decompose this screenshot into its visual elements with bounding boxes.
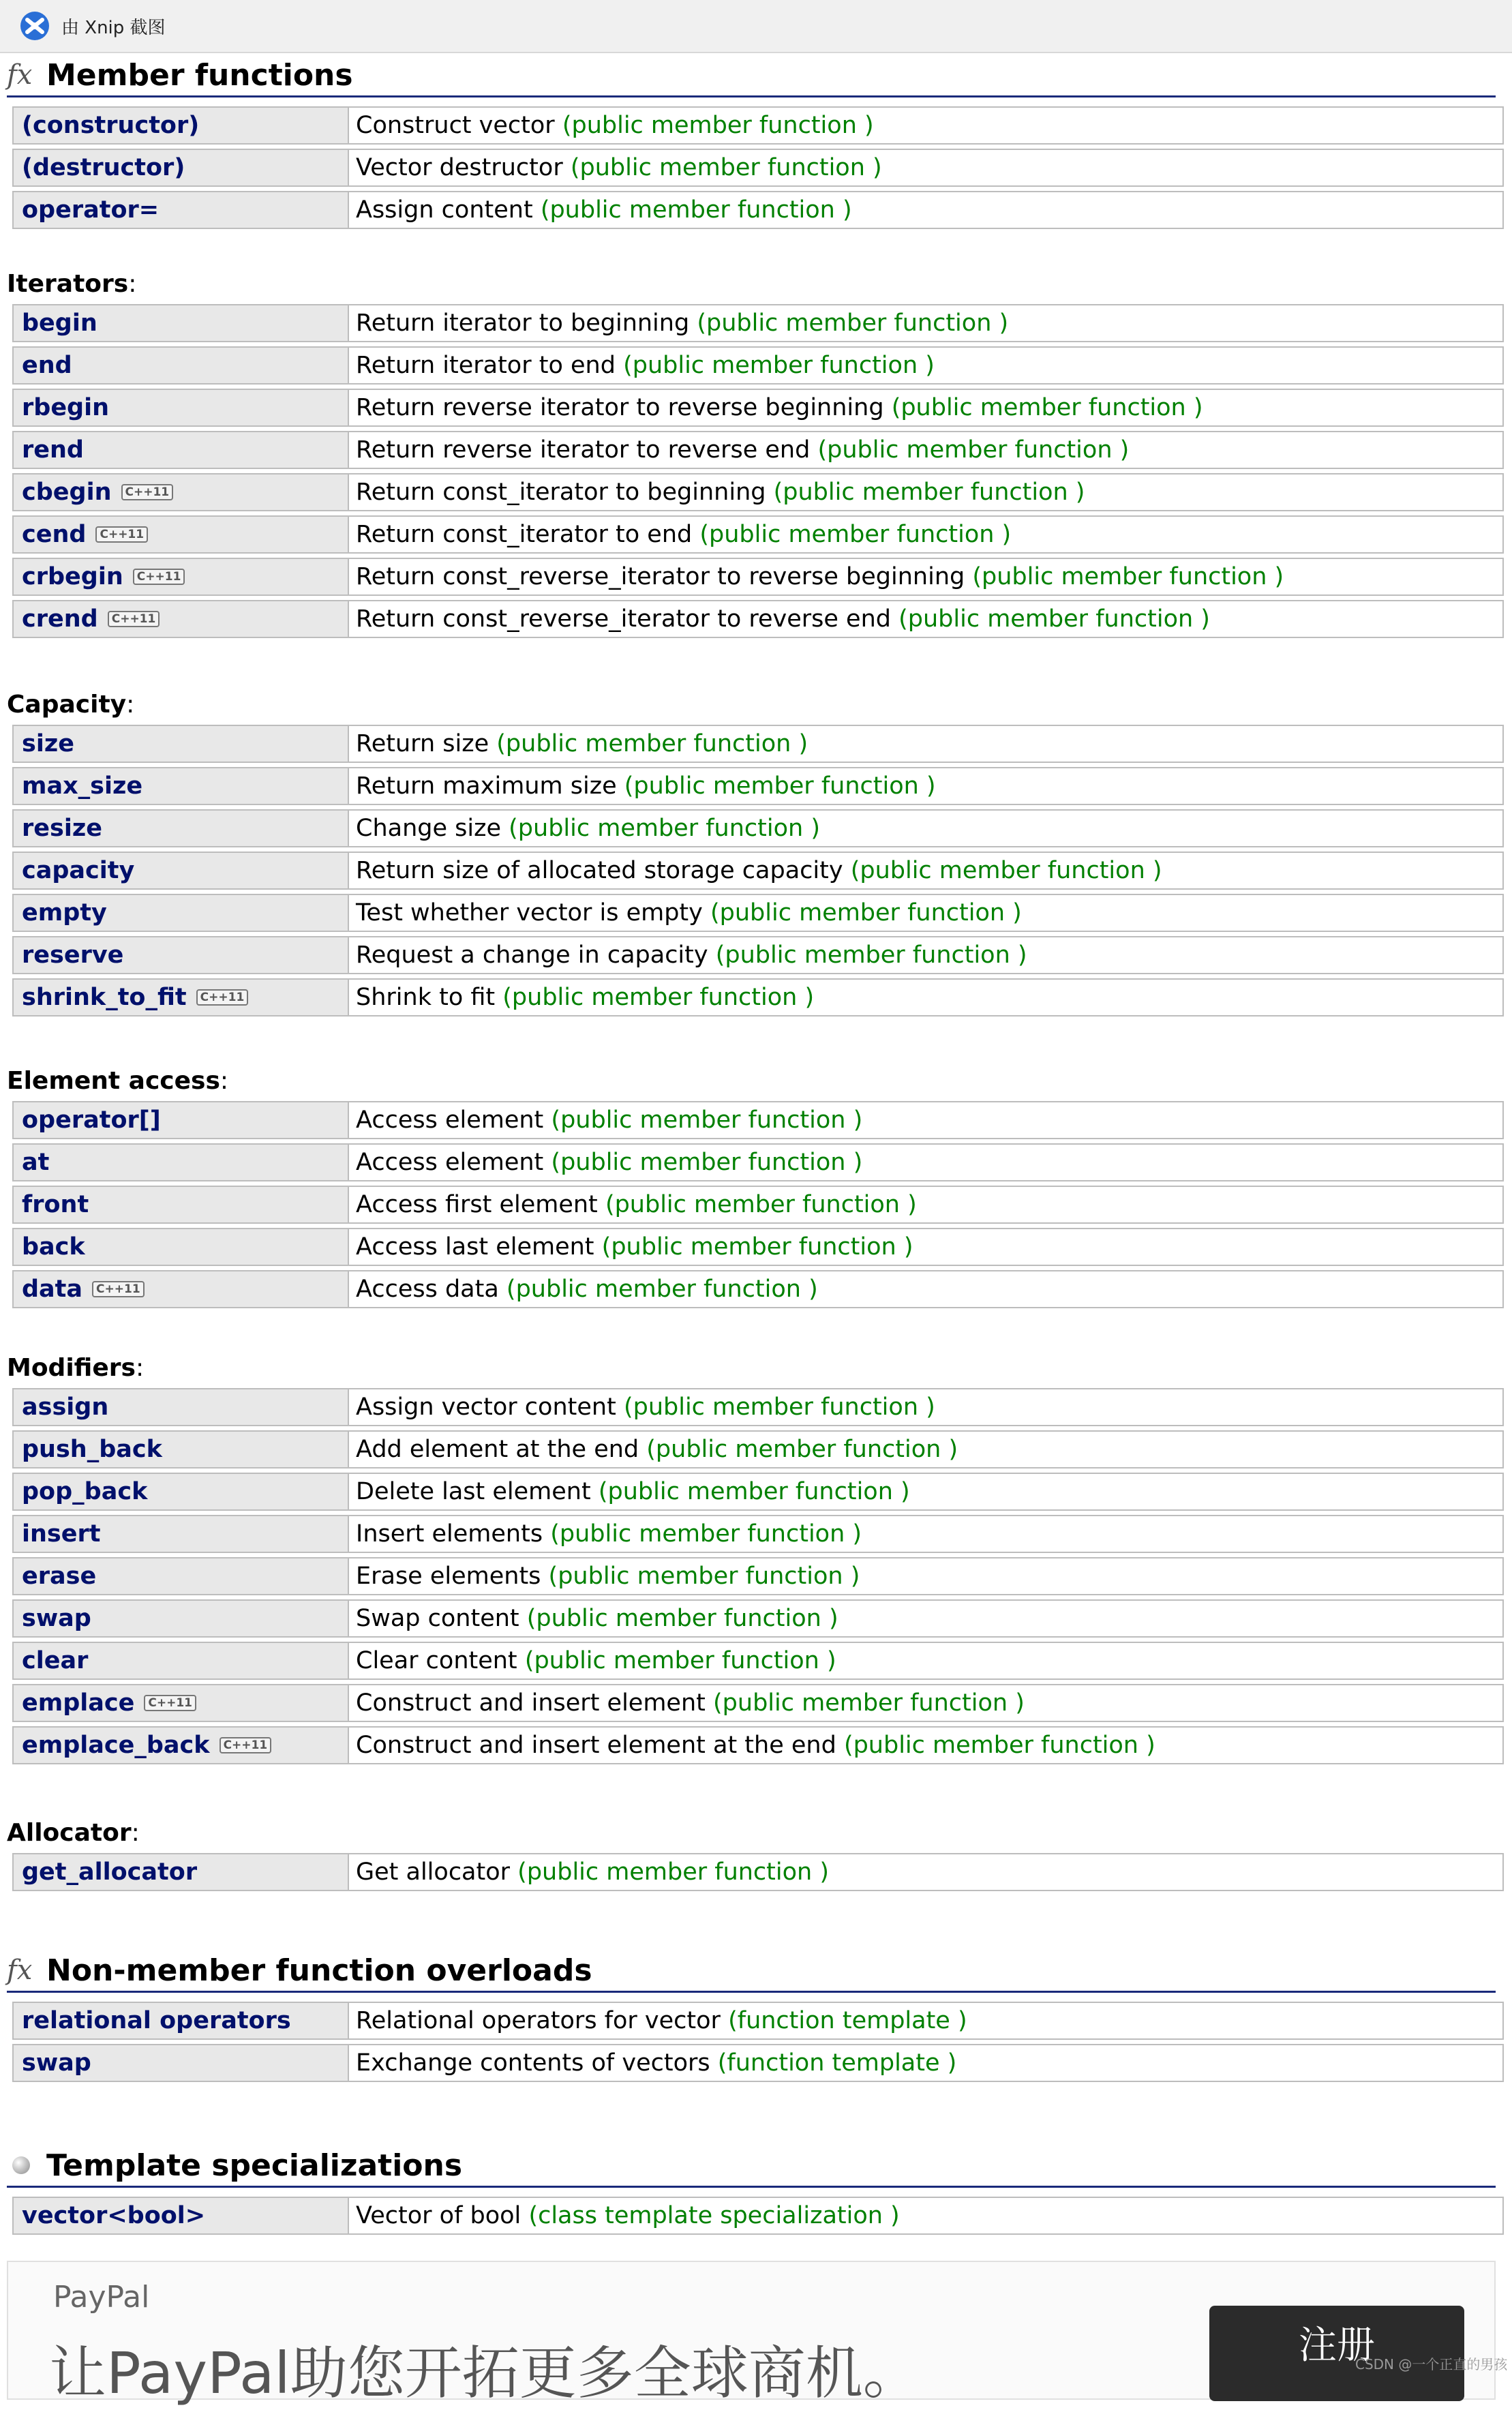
table-row bbox=[12, 936, 1504, 974]
member-description-cell bbox=[349, 1430, 1504, 1468]
member-name-cell bbox=[12, 2197, 349, 2235]
member-description-cell bbox=[349, 304, 1504, 342]
member-description: Swap content bbox=[356, 1605, 519, 1632]
cpp11-badge: C++11 bbox=[196, 989, 249, 1006]
member-table-capacity bbox=[12, 721, 1504, 1021]
member-description: Add element at the end bbox=[356, 1436, 639, 1463]
table-row bbox=[12, 1228, 1504, 1266]
table-row bbox=[12, 2197, 1504, 2235]
member-link[interactable]: vector<bool> bbox=[22, 2202, 206, 2229]
member-description: Insert elements bbox=[356, 1520, 543, 1548]
member-name-cell bbox=[12, 431, 349, 469]
member-kind: (public member function ) bbox=[710, 899, 1022, 927]
member-description-cell bbox=[349, 1853, 1504, 1891]
member-description-cell bbox=[349, 2002, 1504, 2040]
table-row bbox=[12, 1515, 1504, 1553]
member-link[interactable]: swap bbox=[22, 2049, 91, 2077]
member-link[interactable]: cend bbox=[22, 521, 87, 548]
member-description-cell bbox=[349, 1270, 1504, 1308]
member-name-cell bbox=[12, 389, 349, 427]
member-name-cell bbox=[12, 1388, 349, 1426]
member-link[interactable]: rend bbox=[22, 436, 84, 464]
member-table-element bbox=[12, 1097, 1504, 1312]
member-link[interactable]: emplace bbox=[22, 1689, 135, 1717]
member-name-cell bbox=[12, 1101, 349, 1139]
member-description-cell bbox=[349, 1684, 1504, 1722]
member-kind: (public member function ) bbox=[646, 1436, 958, 1463]
table-row bbox=[12, 515, 1504, 554]
member-link[interactable]: (destructor) bbox=[22, 154, 185, 181]
member-table-modifiers bbox=[12, 1384, 1504, 1768]
member-description-cell bbox=[349, 191, 1504, 229]
section-title: Member functions bbox=[46, 57, 353, 93]
bullet-icon bbox=[12, 2156, 30, 2174]
table-row bbox=[12, 1388, 1504, 1426]
member-name-cell bbox=[12, 1473, 349, 1511]
member-link[interactable]: crend bbox=[22, 605, 98, 633]
member-description: Access first element bbox=[356, 1191, 598, 1218]
cpp11-badge: C++11 bbox=[92, 1281, 145, 1297]
member-description: Change size bbox=[356, 815, 501, 842]
watermark: CSDN @一个正直的男孩 bbox=[1355, 2356, 1508, 2373]
member-name-cell bbox=[12, 1186, 349, 1224]
member-description: Shrink to fit bbox=[356, 984, 496, 1011]
member-description-cell bbox=[349, 431, 1504, 469]
member-description: Construct and insert element at the end bbox=[356, 1732, 836, 1759]
section-member-functions bbox=[7, 55, 1496, 97]
member-description-cell bbox=[349, 725, 1504, 763]
member-link[interactable]: erase bbox=[22, 1563, 97, 1590]
member-name-cell bbox=[12, 1599, 349, 1638]
member-link[interactable]: end bbox=[22, 352, 72, 379]
fx-icon: fx bbox=[7, 59, 33, 91]
member-name-cell bbox=[12, 515, 349, 554]
table-row bbox=[12, 1101, 1504, 1139]
member-description: Construct vector bbox=[356, 112, 555, 139]
table-row bbox=[12, 1143, 1504, 1181]
member-link[interactable]: crbegin bbox=[22, 563, 123, 590]
member-name-cell bbox=[12, 809, 349, 847]
member-description: Return iterator to beginning bbox=[356, 310, 690, 337]
member-description: Clear content bbox=[356, 1647, 517, 1674]
member-name-cell bbox=[12, 149, 349, 187]
member-kind: (public member function ) bbox=[623, 1394, 935, 1421]
member-description: Access data bbox=[356, 1276, 499, 1303]
member-description: Return size of allocated storage capacity bbox=[356, 857, 843, 884]
member-kind: (function template ) bbox=[717, 2049, 957, 2077]
member-kind: (public member function ) bbox=[509, 815, 820, 842]
member-description-cell bbox=[349, 1186, 1504, 1224]
member-kind: (public member function ) bbox=[623, 352, 935, 379]
member-kind: (public member function ) bbox=[598, 1478, 910, 1505]
member-kind: (public member function ) bbox=[605, 1191, 917, 1218]
member-name-cell bbox=[12, 1270, 349, 1308]
member-name-cell bbox=[12, 106, 349, 145]
table-row bbox=[12, 978, 1504, 1016]
member-description: Erase elements bbox=[356, 1563, 541, 1590]
member-name-cell bbox=[12, 2002, 349, 2040]
table-row bbox=[12, 1684, 1504, 1722]
member-name-cell bbox=[12, 1228, 349, 1266]
member-description: Get allocator bbox=[356, 1858, 511, 1886]
table-row bbox=[12, 1557, 1504, 1595]
cpp11-badge: C++11 bbox=[121, 484, 174, 500]
member-name-cell bbox=[12, 2044, 349, 2082]
member-description-cell bbox=[349, 767, 1504, 805]
member-name-cell bbox=[12, 725, 349, 763]
member-description: Return maximum size bbox=[356, 772, 617, 800]
member-link[interactable]: swap bbox=[22, 1605, 91, 1632]
member-description-cell bbox=[349, 106, 1504, 145]
member-description-cell bbox=[349, 558, 1504, 596]
member-kind: (public member function ) bbox=[601, 1233, 913, 1261]
member-link[interactable]: capacity bbox=[22, 857, 135, 884]
table-row bbox=[12, 809, 1504, 847]
member-kind: (public member function ) bbox=[562, 112, 874, 139]
member-description: Return const_reverse_iterator to reverse beginning bbox=[356, 563, 965, 590]
member-description-cell bbox=[349, 1726, 1504, 1764]
member-name-cell bbox=[12, 936, 349, 974]
member-name-cell bbox=[12, 1726, 349, 1764]
member-description-cell bbox=[349, 2044, 1504, 2082]
member-kind: (public member function ) bbox=[548, 1563, 860, 1590]
member-name-cell bbox=[12, 1430, 349, 1468]
member-name-cell bbox=[12, 1557, 349, 1595]
table-row bbox=[12, 767, 1504, 805]
member-description: Test whether vector is empty bbox=[356, 899, 703, 927]
member-description-cell bbox=[349, 1101, 1504, 1139]
member-name-cell bbox=[12, 304, 349, 342]
member-name-cell bbox=[12, 346, 349, 385]
paypal-ad-banner[interactable] bbox=[7, 2261, 1496, 2407]
member-description: Relational operators for vector bbox=[356, 2007, 721, 2034]
member-description-cell bbox=[349, 894, 1504, 932]
group-label-element-access: Element access: bbox=[7, 1067, 229, 1095]
member-kind: (public member function ) bbox=[699, 521, 1012, 548]
table-row bbox=[12, 1726, 1504, 1764]
member-kind: (public member function ) bbox=[506, 1276, 818, 1303]
table-row bbox=[12, 191, 1504, 229]
group-label-capacity: Capacity: bbox=[7, 691, 135, 719]
member-link[interactable]: emplace_back bbox=[22, 1732, 210, 1759]
table-row bbox=[12, 431, 1504, 469]
member-description: Request a change in capacity bbox=[356, 942, 708, 969]
member-link[interactable]: shrink_to_fit bbox=[22, 984, 187, 1011]
table-row bbox=[12, 894, 1504, 932]
member-table-basic bbox=[12, 102, 1504, 233]
group-label-modifiers: Modifiers: bbox=[7, 1354, 145, 1382]
member-description-cell bbox=[349, 852, 1504, 890]
table-row bbox=[12, 473, 1504, 511]
member-kind: (public member function ) bbox=[526, 1605, 838, 1632]
member-kind: (function template ) bbox=[728, 2007, 967, 2034]
ad-slogan: 让PayPal助您开拓更多全球商机。 bbox=[49, 2340, 920, 2407]
member-link[interactable]: back bbox=[22, 1233, 85, 1261]
member-link[interactable]: (constructor) bbox=[22, 112, 200, 139]
ad-brand: PayPal bbox=[53, 2280, 150, 2315]
member-description-cell bbox=[349, 809, 1504, 847]
member-link[interactable]: size bbox=[22, 730, 74, 757]
member-description: Return reverse iterator to reverse beginning bbox=[356, 394, 884, 421]
member-kind: (public member function ) bbox=[715, 942, 1027, 969]
section-title: Template specializations bbox=[46, 2148, 463, 2183]
member-kind: (public member function ) bbox=[713, 1689, 1025, 1717]
member-link[interactable]: operator[] bbox=[22, 1106, 161, 1134]
member-description: Assign content bbox=[356, 196, 533, 224]
member-kind: (public member function ) bbox=[540, 196, 852, 224]
member-link[interactable]: resize bbox=[22, 815, 102, 842]
table-row bbox=[12, 2002, 1504, 2040]
table-row bbox=[12, 1599, 1504, 1638]
table-row bbox=[12, 852, 1504, 890]
member-name-cell bbox=[12, 191, 349, 229]
member-description: Exchange contents of vectors bbox=[356, 2049, 710, 2077]
cpp11-badge: C++11 bbox=[133, 569, 185, 585]
member-description: Return const_iterator to end bbox=[356, 521, 693, 548]
member-description-cell bbox=[349, 1642, 1504, 1680]
member-link[interactable]: reserve bbox=[22, 942, 124, 969]
member-name-cell bbox=[12, 767, 349, 805]
member-link[interactable]: cbegin bbox=[22, 479, 112, 506]
member-table-iterators bbox=[12, 300, 1504, 642]
member-kind: (public member function ) bbox=[524, 1647, 836, 1674]
member-table-template bbox=[12, 2193, 1504, 2239]
member-kind: (public member function ) bbox=[817, 436, 1130, 464]
register-button[interactable]: 注册 bbox=[1209, 2306, 1464, 2401]
member-kind: (public member function ) bbox=[972, 563, 1284, 590]
table-row bbox=[12, 1186, 1504, 1224]
member-link[interactable]: data bbox=[22, 1276, 83, 1303]
member-link[interactable]: insert bbox=[22, 1520, 101, 1548]
member-link[interactable]: rbegin bbox=[22, 394, 110, 421]
member-kind: (public member function ) bbox=[496, 730, 808, 757]
member-description: Return const_reverse_iterator to reverse end bbox=[356, 605, 891, 633]
member-kind: (public member function ) bbox=[891, 394, 1203, 421]
member-kind: (public member function ) bbox=[843, 1732, 1155, 1759]
member-description-cell bbox=[349, 1515, 1504, 1553]
table-row bbox=[12, 725, 1504, 763]
member-description-cell bbox=[349, 1473, 1504, 1511]
member-description-cell bbox=[349, 1143, 1504, 1181]
member-table-nonmember bbox=[12, 1998, 1504, 2086]
member-description-cell bbox=[349, 2197, 1504, 2235]
table-row bbox=[12, 558, 1504, 596]
table-row bbox=[12, 389, 1504, 427]
member-description: Access element bbox=[356, 1149, 544, 1176]
member-description: Return size bbox=[356, 730, 489, 757]
member-kind: (public member function ) bbox=[551, 1106, 863, 1134]
fx-icon: fx bbox=[7, 1955, 33, 1986]
xnip-logo-icon bbox=[19, 10, 50, 42]
group-label-allocator: Allocator: bbox=[7, 1819, 140, 1847]
member-description: Vector of bool bbox=[356, 2202, 521, 2229]
member-kind: (public member function ) bbox=[570, 154, 882, 181]
table-row bbox=[12, 346, 1504, 385]
member-name-cell bbox=[12, 852, 349, 890]
table-row bbox=[12, 600, 1504, 638]
member-link[interactable]: push_back bbox=[22, 1436, 162, 1463]
table-row bbox=[12, 1473, 1504, 1511]
member-name-cell bbox=[12, 600, 349, 638]
member-link[interactable]: relational operators bbox=[22, 2007, 291, 2034]
member-kind: (public member function ) bbox=[624, 772, 936, 800]
member-name-cell bbox=[12, 894, 349, 932]
member-kind: (public member function ) bbox=[551, 1149, 863, 1176]
section-template-specializations bbox=[7, 2145, 1496, 2188]
member-link[interactable]: begin bbox=[22, 310, 97, 337]
screenshot-tool-bar bbox=[0, 0, 1512, 53]
member-link[interactable]: assign bbox=[22, 1394, 109, 1421]
member-name-cell bbox=[12, 978, 349, 1016]
cpp11-badge: C++11 bbox=[144, 1695, 196, 1711]
member-kind: (class template specialization ) bbox=[528, 2202, 900, 2229]
member-description: Access element bbox=[356, 1106, 544, 1134]
cpp11-badge: C++11 bbox=[95, 526, 148, 543]
member-description-cell bbox=[349, 346, 1504, 385]
member-description: Return const_iterator to beginning bbox=[356, 479, 766, 506]
member-description: Vector destructor bbox=[356, 154, 563, 181]
member-description-cell bbox=[349, 978, 1504, 1016]
member-table-allocator bbox=[12, 1849, 1504, 1895]
member-kind: (public member function ) bbox=[502, 984, 815, 1011]
member-name-cell bbox=[12, 558, 349, 596]
table-row bbox=[12, 2044, 1504, 2082]
member-description: Assign vector content bbox=[356, 1394, 616, 1421]
member-link[interactable]: max_size bbox=[22, 772, 143, 800]
member-kind: (public member function ) bbox=[550, 1520, 862, 1548]
table-row bbox=[12, 149, 1504, 187]
table-row bbox=[12, 1430, 1504, 1468]
member-link[interactable]: at bbox=[22, 1149, 50, 1176]
member-kind: (public member function ) bbox=[773, 479, 1085, 506]
member-link[interactable]: operator= bbox=[22, 196, 160, 224]
member-description-cell bbox=[349, 600, 1504, 638]
member-link[interactable]: get_allocator bbox=[22, 1858, 198, 1886]
table-row bbox=[12, 304, 1504, 342]
member-link[interactable]: pop_back bbox=[22, 1478, 148, 1505]
topbar-title: 由 Xnip 截图 bbox=[61, 17, 166, 38]
member-kind: (public member function ) bbox=[697, 310, 1009, 337]
member-description-cell bbox=[349, 149, 1504, 187]
member-kind: (public member function ) bbox=[517, 1858, 830, 1886]
member-description-cell bbox=[349, 1388, 1504, 1426]
member-description-cell bbox=[349, 936, 1504, 974]
member-name-cell bbox=[12, 1853, 349, 1891]
member-kind: (public member function ) bbox=[898, 605, 1210, 633]
member-description-cell bbox=[349, 1557, 1504, 1595]
cpp11-badge: C++11 bbox=[108, 611, 160, 627]
member-description-cell bbox=[349, 473, 1504, 511]
group-label-iterators: Iterators: bbox=[7, 270, 137, 298]
section-title: Non-member function overloads bbox=[46, 1953, 592, 1988]
member-kind: (public member function ) bbox=[850, 857, 1162, 884]
member-name-cell bbox=[12, 473, 349, 511]
member-link[interactable]: front bbox=[22, 1191, 89, 1218]
member-name-cell bbox=[12, 1684, 349, 1722]
table-row bbox=[12, 106, 1504, 145]
member-description-cell bbox=[349, 1228, 1504, 1266]
member-description: Delete last element bbox=[356, 1478, 591, 1505]
table-row bbox=[12, 1270, 1504, 1308]
member-name-cell bbox=[12, 1143, 349, 1181]
table-row bbox=[12, 1853, 1504, 1891]
member-name-cell bbox=[12, 1642, 349, 1680]
member-description: Construct and insert element bbox=[356, 1689, 706, 1717]
member-name-cell bbox=[12, 1515, 349, 1553]
member-description: Return iterator to end bbox=[356, 352, 616, 379]
member-description-cell bbox=[349, 515, 1504, 554]
member-description-cell bbox=[349, 389, 1504, 427]
table-row bbox=[12, 1642, 1504, 1680]
member-link[interactable]: clear bbox=[22, 1647, 89, 1674]
section-non-member bbox=[7, 1950, 1496, 1993]
member-description: Access last element bbox=[356, 1233, 594, 1261]
member-description: Return reverse iterator to reverse end bbox=[356, 436, 811, 464]
member-link[interactable]: empty bbox=[22, 899, 107, 927]
member-description-cell bbox=[349, 1599, 1504, 1638]
cpp11-badge: C++11 bbox=[220, 1737, 272, 1753]
